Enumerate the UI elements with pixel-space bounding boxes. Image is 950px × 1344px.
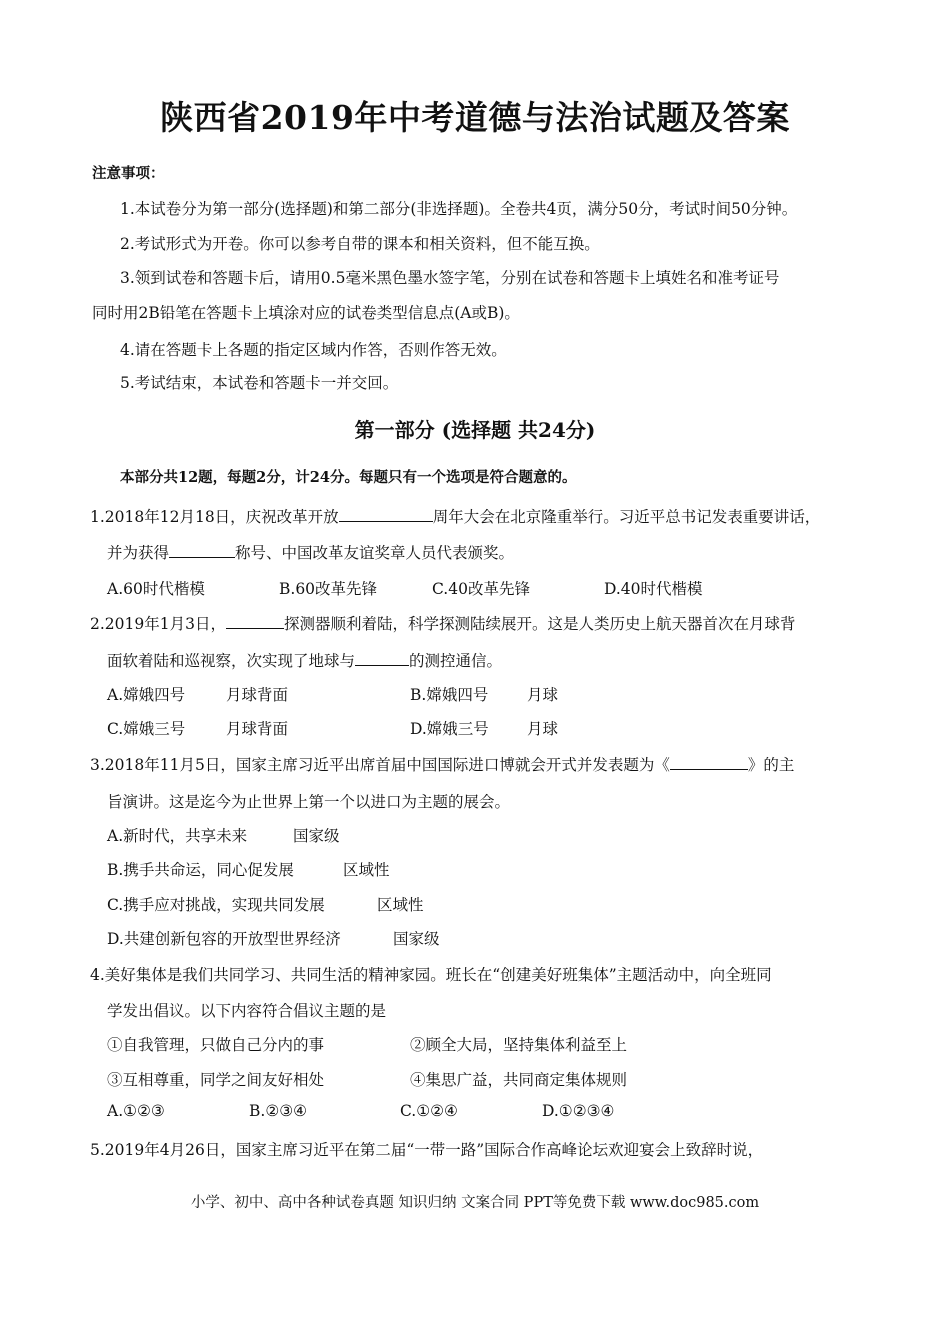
option: B.②③④ bbox=[249, 1102, 308, 1120]
answer-blank bbox=[670, 754, 748, 770]
question-1-line-2 bbox=[107, 541, 514, 563]
question-text: 1.2018年12月18日，庆祝改革开放 bbox=[90, 508, 339, 526]
question-1-line-1 bbox=[90, 505, 820, 527]
question-text: 4.美好集体是我们共同学习、共同生活的精神家园。班长在“创建美好班集体”主题活动中，向全班同 bbox=[90, 966, 772, 984]
page-footer: 小学、初中、高中各种试卷真题 知识归纳 文案合同 PPT等免费下载 www.doc985.com bbox=[190, 1195, 760, 1211]
notice-item: 1.本试卷分为第一部分(选择题)和第二部分(非选择题)。全卷共4页，满分50分，考试时间50分钟。 bbox=[120, 200, 798, 218]
question-text: 探测器顺利着陆，科学探测陆续展开。这是人类历史上航天器首次在月球背 bbox=[283, 615, 796, 633]
question-text: 并为获得 bbox=[107, 544, 170, 562]
option: 月球 bbox=[527, 720, 559, 738]
question-text: 》的主 bbox=[747, 756, 795, 774]
option: D.40时代楷模 bbox=[604, 580, 703, 598]
option: B.携手共命运，同心促发展 bbox=[107, 861, 294, 879]
option: D.嫦娥三号 bbox=[410, 720, 489, 738]
option: B.60改革先锋 bbox=[279, 580, 378, 598]
option-note: 国家级 bbox=[393, 930, 440, 948]
page-title: 陕西省2019年中考道德与法治试题及答案 bbox=[160, 98, 790, 137]
question-text: 周年大会在北京隆重举行。习近平总书记发表重要讲话， bbox=[432, 508, 821, 526]
statement: ③互相尊重，同学之间友好相处 bbox=[107, 1071, 325, 1089]
option: A.新时代，共享未来 bbox=[107, 827, 248, 845]
notice-item: 5.考试结束，本试卷和答题卡一并交回。 bbox=[120, 374, 399, 392]
question-text: 3.2018年11月5日，国家主席习近平出席首届中国国际进口博就会开式并发表题为《 bbox=[90, 756, 670, 774]
question-text: 2.2019年1月3日， bbox=[90, 615, 226, 633]
notice-heading: 注意事项： bbox=[92, 165, 165, 182]
section-title: 第一部分 (选择题 共24分) bbox=[354, 418, 596, 442]
option: D.共建创新包容的开放型世界经济 bbox=[107, 930, 341, 948]
answer-blank bbox=[226, 613, 284, 629]
section-instruction: 本部分共12题，每题2分，计24分。每题只有一个选项是符合题意的。 bbox=[120, 469, 577, 486]
answer-blank bbox=[355, 650, 409, 666]
question-2-line-1 bbox=[90, 612, 795, 634]
option-note: 区域性 bbox=[343, 861, 390, 879]
option-note: 国家级 bbox=[293, 827, 340, 845]
question-2-line-2 bbox=[107, 649, 502, 671]
option: C.携手应对挑战，实现共同发展 bbox=[107, 896, 325, 914]
question-3-line-1 bbox=[90, 753, 794, 775]
option: A.①②③ bbox=[107, 1102, 165, 1120]
answer-blank bbox=[339, 506, 433, 522]
statement: ①自我管理，只做自己分内的事 bbox=[107, 1036, 325, 1054]
question-text: 学发出倡议。以下内容符合倡议主题的是 bbox=[107, 1002, 387, 1020]
option: C.40改革先锋 bbox=[432, 580, 530, 598]
option: 月球 bbox=[527, 686, 559, 704]
question-text: 旨演讲。这是迄今为止世界上第一个以进口为主题的展会。 bbox=[107, 793, 511, 811]
question-text: 5.2019年4月26日，国家主席习近平在第二届“一带一路”国际合作高峰论坛欢迎宴会上致辞时说， bbox=[90, 1141, 764, 1159]
answer-blank bbox=[169, 542, 235, 558]
notice-item: 2.考试形式为开卷。你可以参考自带的课本和相关资料，但不能互换。 bbox=[120, 235, 600, 253]
notice-item: 同时用2B铅笔在答题卡上填涂对应的试卷类型信息点(A或B)。 bbox=[92, 304, 520, 322]
option: C.①②④ bbox=[400, 1102, 458, 1120]
statement: ②顾全大局，坚持集体利益至上 bbox=[410, 1036, 628, 1054]
question-text: 称号、中国改革友谊奖章人员代表颁奖。 bbox=[235, 544, 515, 562]
question-text: 的测控通信。 bbox=[409, 652, 503, 670]
option: D.①②③④ bbox=[542, 1102, 615, 1120]
option: 月球背面 bbox=[226, 720, 289, 738]
statement: ④集思广益，共同商定集体规则 bbox=[410, 1071, 628, 1089]
option: 月球背面 bbox=[226, 686, 289, 704]
notice-item: 4.请在答题卡上各题的指定区域内作答，否则作答无效。 bbox=[120, 341, 507, 359]
option: A.嫦娥四号 bbox=[107, 686, 186, 704]
option: C.嫦娥三号 bbox=[107, 720, 186, 738]
option: A.60时代楷模 bbox=[107, 580, 205, 598]
question-text: 面软着陆和巡视察，次实现了地球与 bbox=[107, 652, 356, 670]
option-note: 区域性 bbox=[377, 896, 424, 914]
option: B.嫦娥四号 bbox=[410, 686, 489, 704]
notice-item: 3.领到试卷和答题卡后，请用0.5毫米黑色墨水签字笔，分别在试卷和答题卡上填姓名和准考证号 bbox=[120, 269, 780, 287]
